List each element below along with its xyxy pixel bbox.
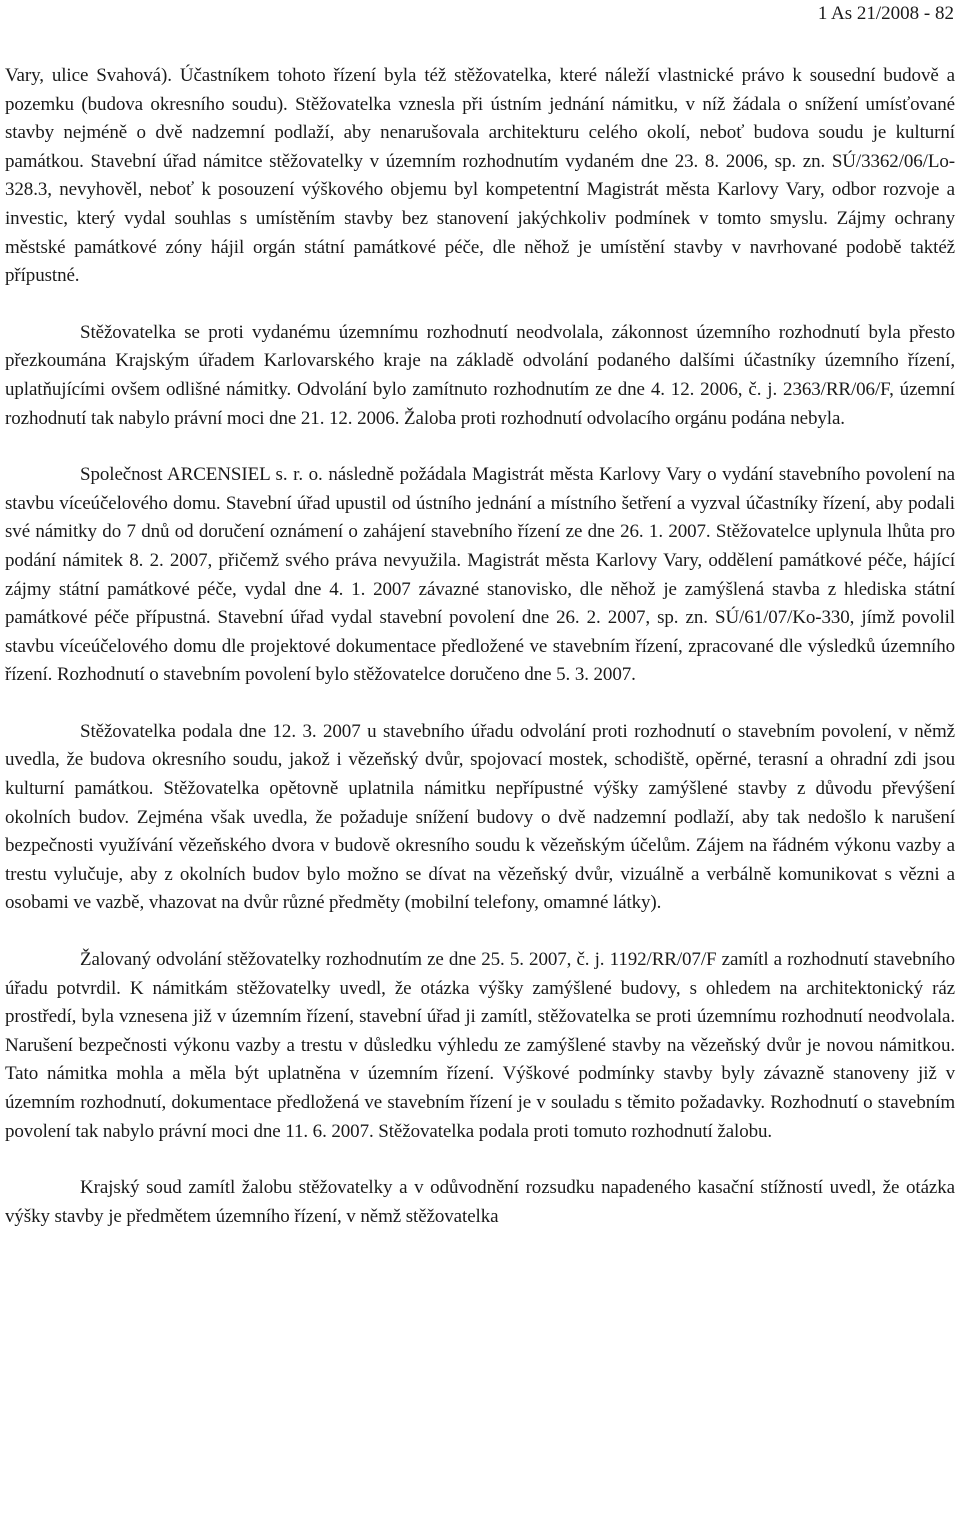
paragraph-3: Společnost ARCENSIEL s. r. o. následně požádala Magistrát města Karlovy Vary o vydání stavebního povolení na stavbu víceúčelového domu. Stavební úřad upustil od ústního jednání a místního šetření a vyzval účastníky řízení, aby podali své námitky do 7 dnů od doručení oznámení o zahájení stavebního řízení ze dne 26. 1. 2007. Stěžovatelce uplynula lhůta pro podání námitek 8. 2. 2007, přičemž svého práva nevyužila. Magistrát města Karlovy Vary, oddělení památkové péče, hájící zájmy státní památkové péče, vydal dne 4. 1. 2007 závazné stanovisko, dle něhož je zamýšlená stavba z hlediska státní památkové péče přípustná. Stavební úřad vydal stavební povolení dne 26. 2. 2007, sp. zn. SÚ/61/07/Ko-330, jímž povolil stavbu víceúčelového domu dle projektové dokumentace předložené ve stavebním řízení, zpracované dle výsledků územního řízení. Rozhodnutí o stavebním povolení bylo stěžovatelce doručeno dne 5. 3. 2007. [5,464,955,686]
case-number-header: 1 As 21/2008 - 82 [817,3,954,24]
document-body [5,62,955,1231]
paragraph-6: Krajský soud zamítl žalobu stěžovatelky a v odůvodnění rozsudku napadeného kasační stížností uvedl, že otázka výšky stavby je předmětem územního řízení, v němž stěžovatelka [5,1177,955,1227]
paragraph-4: Stěžovatelka podala dne 12. 3. 2007 u stavebního úřadu odvolání proti rozhodnutí o stavebním povolení, v němž uvedla, že budova okresního soudu, jakož i vězeňský dvůr, spojovací mostek, schodiště, opěrné, terasní a ohradní zdi jsou kulturní památkou. Stěžovatelka opětovně uplatnila námitku nepřípustné výšky zamýšlené stavby z důvodu převýšení okolních budov. Zejména však uvedla, že požaduje snížení budovy o dvě nadzemní podlaží, aby tak nedošlo k narušení bezpečnosti využívání vězeňského dvora v budově okresního soudu k vězeňským účelům. Zájem na řádném výkonu vazby a trestu vylučuje, aby z okolních budov bylo možno se dívat na vězeňský dvůr, vizuálně a verbálně komunikovat s vězni a osobami ve vazbě, vhazovat na dvůr různé předměty (mobilní telefony, omamné látky). [5,720,955,914]
paragraph-2: Stěžovatelka se proti vydanému územnímu rozhodnutí neodvolala, zákonnost územního rozhodnutí byla přesto přezkoumána Krajským úřadem Karlovarského kraje na základě odvolání podaného dalšími účastníky územního řízení, uplatňujícími ovšem odlišné námitky. Odvolání bylo zamítnuto rozhodnutím ze dne 4. 12. 2006, č. j. 2363/RR/06/F, územní rozhodnutí tak nabylo právní moci dne 21. 12. 2006. Žaloba proti rozhodnutí odvolacího orgánu podána nebyla. [5,321,955,429]
paragraph-5: Žalovaný odvolání stěžovatelky rozhodnutím ze dne 25. 5. 2007, č. j. 1192/RR/07/F zamítl a rozhodnutí stavebního úřadu potvrdil. K námitkám stěžovatelky uvedl, že otázka výšky zamýšlené budovy, s ohledem na architektonický ráz prostředí, byla vznesena již v územním řízení, stavební úřad ji zamítl, stěžovatelka se proti územnímu rozhodnutí neodvolala. Narušení bezpečnosti výkonu vazby a trestu v důsledku výhledu ze zamýšlené stavby na vězeňský dvůr je novou námitkou. Tato námitka mohla a měla být uplatněna v územním řízení. Výškové podmínky stavby byly závazně stanoveny již v územním rozhodnutí, dokumentace předložená ve stavebním řízení je v souladu s těmito požadavky. Rozhodnutí o stavebním povolení tak nabylo právní moci dne 11. 6. 2007. Stěžovatelka podala proti tomuto rozhodnutí žalobu. [5,949,955,1142]
paragraph-1: Vary, ulice Svahová). Účastníkem tohoto řízení byla též stěžovatelka, které náleží vlastnické právo k sousední budově a pozemku (budova okresního soudu). Stěžovatelka vznesla při ústním jednání námitku, v níž žádala o snížení umísťované stavby nejméně o dvě nadzemní podlaží, aby nenarušovala architekturu celého okolí, neboť budova soudu je kulturní památkou. Stavební úřad námitce stěžovatelky v územním rozhodnutím vydaném dne 23. 8. 2006, sp. zn. SÚ/3362/06/Lo-328.3, nevyhověl, neboť k posouzení výškového objemu byl kompetentní Magistrát města Karlovy Vary, odbor rozvoje a investic, který vydal souhlas s umístěním stavby bez stanovení jakýchkoliv podmínek v tomto smyslu. Zájmy ochrany městské památkové zóny hájil orgán státní památkové péče, dle něhož je umístění stavby v navrhované podobě taktéž přípustné. [5,65,955,287]
